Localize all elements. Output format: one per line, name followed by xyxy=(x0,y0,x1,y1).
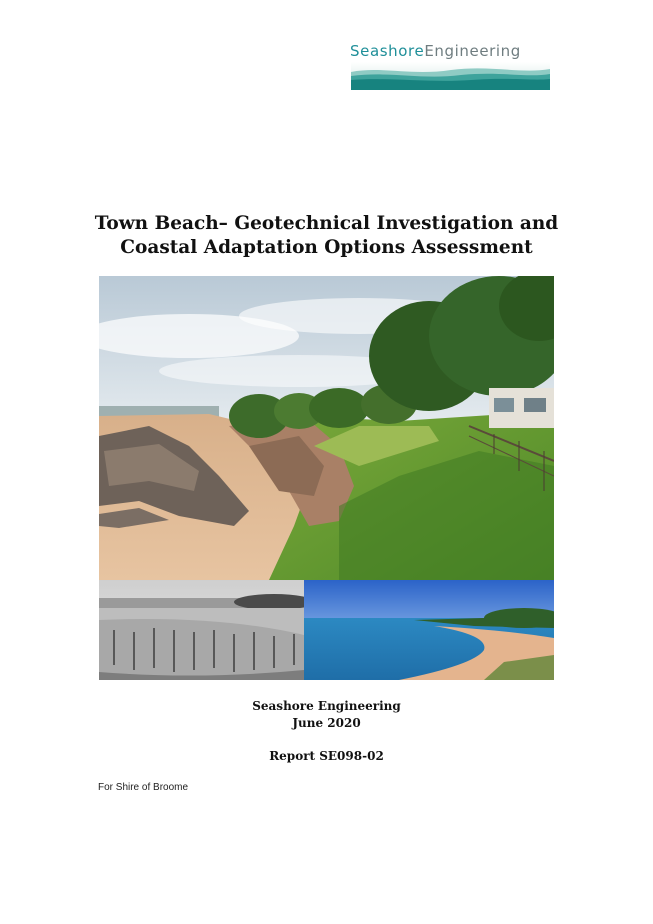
report-date: June 2020 xyxy=(292,716,361,730)
report-title xyxy=(0,212,653,260)
company-logo xyxy=(350,42,550,90)
logo-wordmark xyxy=(350,42,521,60)
logo-word-seashore: Seashore xyxy=(350,42,425,60)
logo-word-engineering: Engineering xyxy=(424,42,521,60)
report-number: Report SE098-02 xyxy=(269,749,384,763)
title-line-1: Town Beach– Geotechnical Investigation and xyxy=(94,213,559,234)
historic-bw-photo xyxy=(99,580,304,680)
bay-beach-photo xyxy=(304,580,554,680)
main-coastal-photo xyxy=(99,276,554,580)
title-line-2: Coastal Adaptation Options Assessment xyxy=(120,237,533,258)
client-name: For Shire of Broome xyxy=(98,782,189,793)
author-name: Seashore Engineering xyxy=(252,699,401,713)
logo-wave-icon xyxy=(351,62,550,90)
